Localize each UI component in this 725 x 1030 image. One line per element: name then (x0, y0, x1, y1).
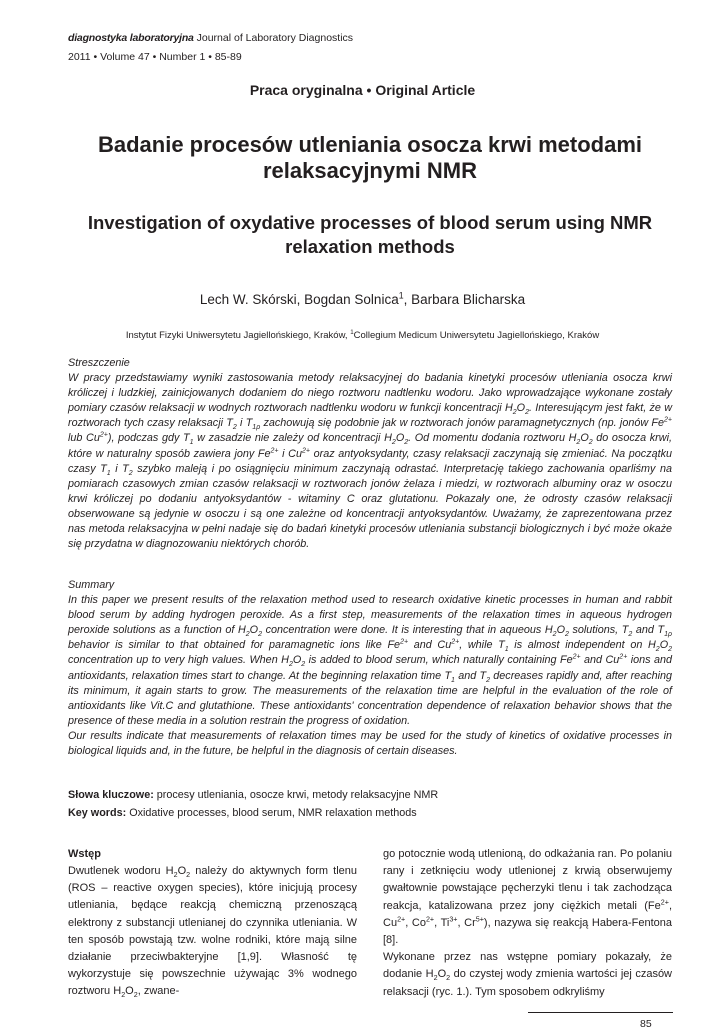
issue-info: 2011 • Volume 47 • Number 1 • 85-89 (68, 51, 242, 63)
keywords-en-label: Key words: (68, 807, 127, 819)
footer-rule (528, 1012, 673, 1013)
keywords-polish (68, 788, 672, 803)
journal-header (68, 31, 353, 45)
article-type: Praca oryginalna • Original Article (249, 82, 476, 98)
body-paragraph-1: go potocznie wodą utlenioną, do odkażania ran. Po polaniu rany i zetknięciu wody utlenionej z krwią obserwujemy gwałtownie powstające pęcherzyki tlenu i tak zachodząca reakcja, katalizowana przez jony ciężkich metali ($Fe^{2+}$, $Cu^{2+}$, $Co^{2+}$, $Ti^{3+}$, $Cr^{5+}$), nazywa się reakcją Habera-Fentona [8]. (383, 848, 672, 947)
affiliation-sup: 1 (350, 328, 354, 336)
intro-paragraph: Dwutlenek wodoru $H_2O_2$ należy do aktywnych form tlenu (ROS – reactive oxygen species), które inicjują procesy utleniania, będące reakcją chemiczną przenoszącą elektrony z substancji utlenianej do czynnika utleniania. W ten sposób powstają tzw. wolne rodniki, które mają silne działanie przeciwbakteryjne [1,9]. Własność tę wykorzystuje się powszechnie używając 3% wodnego roztworu $H_2O_2$, zwane- (68, 865, 357, 1000)
author-1: Lech W. Skórski, Bogdan Solnica (199, 292, 399, 307)
keywords-pl-label: Słowa kluczowe: (68, 789, 154, 801)
affiliation-1: Instytut Fizyki Uniwersytetu Jagiellońskiego, Kraków, (125, 330, 351, 341)
authors (0, 292, 725, 307)
keywords-pl-text: procesy utleniania, osocze krwi, metody relaksacyjne NMR (153, 789, 439, 801)
body-right-column (383, 846, 672, 1001)
body-paragraph-2: Wykonane przez nas wstępne pomiary pokazały, że dodanie $H_2O_2$ do czystej wody zmienia wartości jej czasów relaksacji (ryc. 1.). Tym sposobem odkryliśmy (383, 951, 673, 998)
author-affil-sup: 1 (398, 290, 404, 301)
keywords-english (68, 806, 672, 821)
journal-name-en: Journal of Laboratory Diagnostics (196, 32, 354, 44)
title-polish: Badanie procesów utleniania osocza krwi metodami relaksacyjnymi NMR (97, 132, 643, 183)
abstract-english (68, 578, 672, 759)
author-2: , Barbara Blicharska (403, 292, 526, 307)
intro-heading: Wstęp (68, 848, 101, 860)
affiliation (0, 330, 725, 341)
abstract-polish (68, 356, 672, 552)
abstract-en-conclusion: Our results indicate that measurements of relaxation times may be used for the study of kinetics of oxidative processes in biological liquids and, in the future, be helpful in the diagnosis of certain diseases. (68, 729, 672, 758)
page-number: 85 (640, 1018, 652, 1030)
abstract-en-label: Summary (68, 579, 115, 591)
body-left-column (68, 846, 357, 1001)
abstract-en-text: In this paper we present results of the relaxation method used to research oxidative kinetic processes in human and rabbit blood serum by adding hydrogen peroxide. As a first step, measurements of the relaxation times in aqueous hydrogen peroxide solutions as a function of $H_2O_2$ concentration were done. It is interesting that in aqueous $H_2O_2$ solutions, $T_2$ and $T_{1\rho}$ behavior is similar to that obtained for paramagnetic ions like $Fe^{2+}$ and $Cu^{2+}$, while $T_1$ is almost independent on $H_2O_2$ concentration up to very high values. When $H_2O_2$ is added to blood serum, which naturally containing $Fe^{2+}$ and $Cu^{2+}$ ions and antioxidants, relaxation times start to change. At the beginning relaxation time $T_1$ and $T_2$ decreases rapidly and, after reaching its minimum, it again starts to grow. The measurements of the relaxation time are helpful in the evaluation of the role of antioxidants like Vit.C and glutathione. These antioxidants' concentration dependence of relaxation behavior shows that the presence of these media in a solution restrain the progress of oxidation. (68, 594, 673, 727)
journal-name-pl: diagnostyka laboratoryjna (68, 32, 194, 44)
keywords-en-text: Oxidative processes, blood serum, NMR relaxation methods (126, 807, 417, 819)
abstract-pl-text: W pracy przedstawiamy wyniki zastosowania metody relaksacyjnej do badania kinetyki procesów utleniania osocza krwi króliczej i ludzkiej, zainicjowanych dodaniem do niego roztworu nadtlenku wodoru. Jako wprowadzające wykonane zostały pomiary czasów relaksacji w wodnych roztworach nadtlenku wodoru w funkcji koncentracji $H_2O_2$. Interesującym jest fakt, że w roztworach tych czasy relaksacji $T_2$ i $T_{1\rho}$ zachowują się podobnie jak w roztworach jonów paramagnetycznych (np. jonów $Fe^{2+}$ lub $Cu^{2+}$), podczas gdy $T_1$ w zasadzie nie zależy od koncentracji $H_2O_2$. Od momentu dodania roztworu $H_2O_2$ do osocza krwi, które w naturalny sposób zawiera jony $Fe^{2+}$ i $Cu^{2+}$ oraz antyoksydanty, czasy relaksacji zaczynają się zmieniać. Na początku czasy $T_1$ i $T_2$ szybko maleją i po osiągnięciu minimum zaczynają odrastać. Interpretację takiego zachowania oparliśmy na pomiarach czasowych zmian czasów relaksacji w roztworach jonów żelaza i miedzi, w roztworach albuminy oraz w osoczu krwi króliczej po dodaniu antyoksydantów - witaminy C oraz glutationu. Pokazały one, że odrosty czasów relaksacji obserwowane są jedynie w osoczu i są one zależne od koncentracji antyoksydantów. Uważamy, że zaprezentowana przez nas metoda relaksacyjna w pełni nadaje się do badań kinetyki procesów utleniania substancji biologicznych i być może okaże się przydatna w diagnozowaniu niektórych chorób. (68, 372, 673, 551)
affiliation-2: Collegium Medicum Uniwersytetu Jagiellońskiego, Kraków (353, 330, 600, 341)
title-english: Investigation of oxydative processes of blood serum using NMR relaxation methods (87, 212, 653, 257)
abstract-pl-label: Streszczenie (68, 357, 130, 369)
